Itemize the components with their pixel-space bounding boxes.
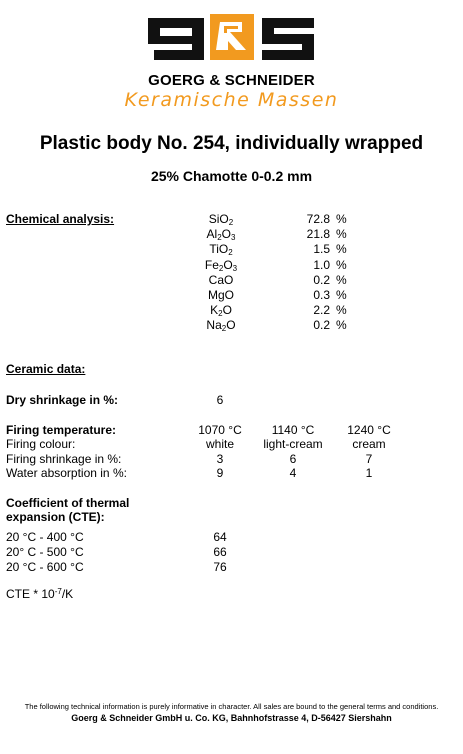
chem-value: 1.0 <box>313 257 330 272</box>
chem-formula: SiO$_2$ <box>208 212 234 227</box>
firing-shrinkage-label: Firing shrinkage in %: <box>6 452 122 466</box>
chem-unit: % <box>336 227 347 242</box>
cte-value: 64 <box>213 530 227 544</box>
water-absorption-label: Water absorption in %: <box>6 466 127 480</box>
chem-value: 2.2 <box>313 303 330 318</box>
company-logo <box>0 8 463 111</box>
firing-temp-1: 1070 °C <box>198 423 242 437</box>
company-name: GOERG & SCHNEIDER <box>148 72 315 89</box>
cte-heading-line2: expansion (CTE): <box>6 510 105 524</box>
chem-value: 0.3 <box>313 288 330 302</box>
chem-formula: $Fe_2O_3$ <box>204 257 238 273</box>
page-title: Plastic body No. 254, individually wrapped <box>39 133 424 154</box>
chem-unit: % <box>336 212 347 226</box>
chem-formula: $Al_2O_3$ <box>206 227 236 243</box>
footer-disclaimer: The following technical information is purely informative in character. All sales are bound to the general terms and conditions. <box>24 702 439 711</box>
firing-colour-3: cream <box>352 437 386 451</box>
chem-unit: % <box>336 288 347 302</box>
cte-heading-line1: Coefficient of thermal <box>6 496 130 510</box>
water-absorption-3: 1 <box>365 466 373 480</box>
chem-value: 72.8 <box>306 212 330 226</box>
firing-colour-2: light-cream <box>263 437 323 451</box>
firing-colour-1: white <box>205 437 234 451</box>
water-absorption-1: 9 <box>216 466 224 480</box>
cte-value: 66 <box>213 545 227 559</box>
chem-unit: % <box>336 272 347 287</box>
chem-formula: TiO$_2$ <box>209 242 233 258</box>
firing-shrinkage-3: 7 <box>365 452 373 466</box>
company-tagline: Keramische Massen <box>124 89 339 111</box>
chem-value: 0.2 <box>313 272 330 287</box>
chem-value: 1.5 <box>313 242 330 257</box>
firing-shrinkage-1: 3 <box>216 452 224 466</box>
chem-unit: % <box>336 242 347 257</box>
cte-value: 76 <box>213 560 227 574</box>
firing-temp-3: 1240 °C <box>347 423 391 437</box>
chem-formula: $K_2O$ <box>210 303 232 319</box>
chem-value: 21.8 <box>306 227 330 242</box>
chem-formula: CaO <box>208 272 234 287</box>
cte-range: 20 °C - 400 °C <box>6 530 84 544</box>
chem-formula: MgO <box>207 288 234 302</box>
chemical-analysis-heading: Chemical analysis: <box>6 212 115 226</box>
ceramic-data-heading: Ceramic data: <box>6 362 86 376</box>
page-subtitle: 25% Chamotte 0-0.2 mm <box>150 168 313 184</box>
chem-value: 0.2 <box>313 318 330 333</box>
chem-formula: $Na_2O$ <box>206 318 236 334</box>
dry-shrinkage-label: Dry shrinkage in %: <box>6 393 119 407</box>
dry-shrinkage-value: 6 <box>216 393 224 407</box>
cte-range: 20 °C - 600 °C <box>6 560 84 574</box>
firing-temp-2: 1140 °C <box>271 423 315 437</box>
chem-unit: % <box>336 318 347 333</box>
water-absorption-2: 4 <box>289 466 297 480</box>
cte-range: 20° C - 500 °C <box>6 545 84 559</box>
firing-colour-label: Firing colour: <box>6 437 76 451</box>
chem-unit: % <box>336 303 347 318</box>
footer-address: Goerg & Schneider GmbH u. Co. KG, Bahnhofstrasse 4, D-56427 Siershahn <box>71 713 392 723</box>
gs-logo-icon <box>0 8 463 68</box>
firing-temperature-label: Firing temperature: <box>6 423 117 437</box>
firing-shrinkage-2: 6 <box>289 452 297 466</box>
chem-unit: % <box>336 257 347 272</box>
cte-unit: CTE * $10^{-7}/K$ <box>6 587 74 601</box>
